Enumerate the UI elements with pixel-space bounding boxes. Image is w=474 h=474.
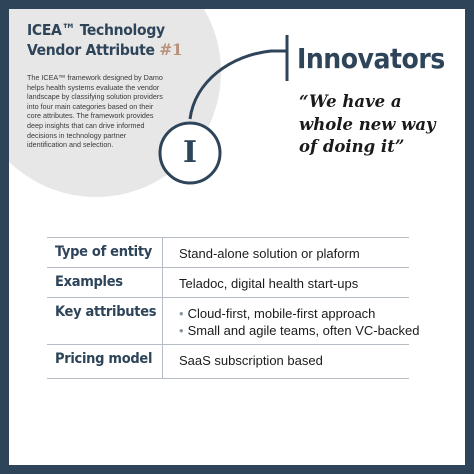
badge-title-line1: ICEA™ Technology [27, 21, 165, 39]
row-value-list [163, 298, 420, 344]
bullet-text: Small and agile teams, often VC-backed [187, 323, 420, 338]
attribute-table [47, 237, 420, 379]
bullet-text: Cloud-first, mobile-first approach [187, 306, 376, 321]
badge-description: The ICEA™ framework designed by Damo helps health systems evaluate the vendor landscape by classifying solution providers into four main categories based on their core attributes. The framework provides deep insights that can drive informed decisions in technology partner identification and selection. [27, 73, 163, 150]
row-label: Pricing model [47, 345, 163, 378]
badge-number: #1 [159, 40, 183, 59]
infographic-card [9, 9, 465, 465]
list-item [179, 305, 420, 322]
category-quote: “We have a whole new way of doing it” [299, 92, 436, 156]
badge-title-line2: Vendor Attribute [27, 41, 155, 59]
bullet-icon: • [179, 323, 184, 338]
row-label: Key attributes [47, 298, 163, 344]
row-label: Type of entity [47, 238, 163, 267]
row-value: SaaS subscription based [179, 353, 323, 368]
table-row-type [47, 237, 409, 268]
row-value: Stand-alone solution or plaform [179, 246, 360, 261]
category-heading: Innovators [297, 42, 445, 75]
table-row-examples [47, 268, 409, 298]
bullet-icon: • [179, 306, 184, 321]
table-row-pricing [47, 345, 409, 379]
emblem-letter: I [182, 135, 198, 170]
connector-curve [190, 51, 287, 119]
table-row-attributes [47, 298, 420, 345]
row-label: Examples [47, 268, 163, 297]
row-value: Teladoc, digital health start-ups [179, 276, 359, 291]
list-item [179, 322, 420, 339]
